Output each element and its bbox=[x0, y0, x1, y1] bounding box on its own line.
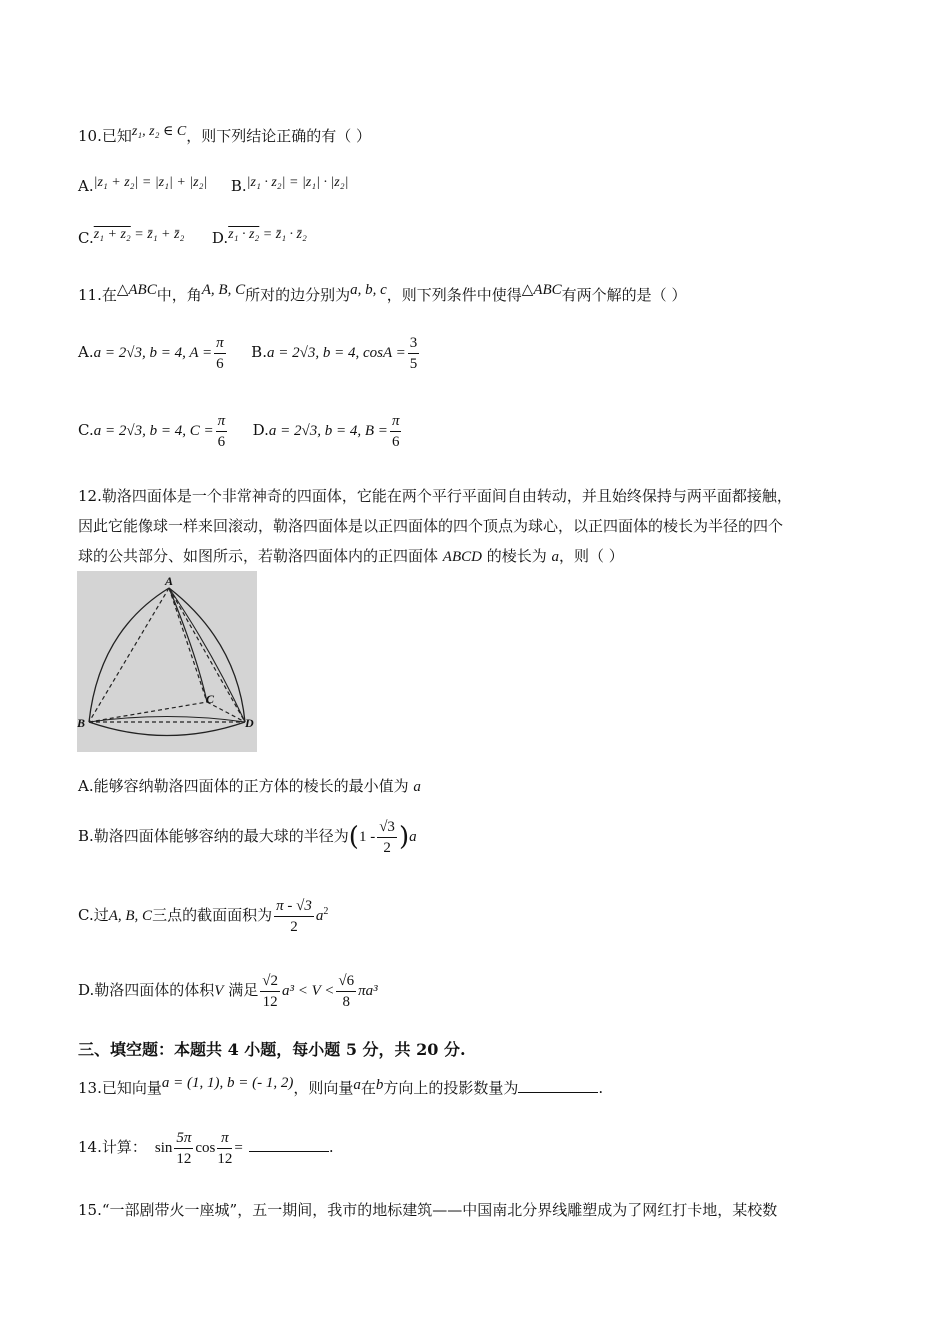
q10-b-label: B. bbox=[230, 177, 247, 195]
section3-heading: 三、填空题：本题共 4 小题，每小题 5 分，共 20 分. bbox=[78, 1040, 466, 1059]
q12-b-frac: $\frac{√3}{2}$ bbox=[379, 818, 395, 856]
q11-b-math: a = 2√3, b = 4, cosA = bbox=[266, 345, 406, 361]
q12-option-b: B.勒洛四面体能够容纳的最大球的半径为(1 - $\frac{√3}{2}$ )a bbox=[78, 818, 417, 856]
q11-d-label: D. bbox=[252, 421, 269, 439]
vertex-label-a: A bbox=[165, 574, 174, 588]
q13: 13.已知向量a = (1, 1), b = (- 1, 2)，则向量a在b方向上的投影数量为 . bbox=[78, 1075, 604, 1097]
vertex-label-b: B bbox=[77, 716, 86, 730]
q10-d-label: D. bbox=[211, 229, 229, 247]
q11-b-frac: $\frac{3}{5}$ bbox=[409, 334, 418, 372]
q14-frac2: $\frac{\pi}{12}$ bbox=[217, 1129, 233, 1167]
q11-c-math: a = 2√3, b = 4, C = bbox=[93, 423, 214, 439]
q10-a-label: A. bbox=[78, 177, 94, 195]
q10-c-label: C. bbox=[78, 229, 94, 247]
q10-options-ab bbox=[78, 176, 348, 198]
q14-frac1: $\frac{5\pi}{12}$ bbox=[176, 1129, 192, 1167]
q13-answer-blank[interactable] bbox=[518, 1078, 598, 1093]
q10-b-math: |z₁ · z₂| = |z₁| · |z₂| bbox=[246, 175, 349, 190]
q12-d-frac2: $\frac{√6}{8}$ bbox=[338, 972, 355, 1010]
q12-d-frac1: $\frac{√2}{12}$ bbox=[262, 972, 278, 1010]
q11-options-ab bbox=[78, 330, 421, 375]
q11-a-frac: $\frac{\pi}{6}$ bbox=[216, 334, 224, 372]
reuleaux-tetrahedron-figure bbox=[77, 571, 257, 752]
q11-b-label: B. bbox=[251, 343, 267, 361]
q12-option-a: A.能够容纳勒洛四面体的正方体的棱长的最小值为 a bbox=[78, 777, 421, 795]
q10-c-rhs: = z̄₁ + z̄₂ bbox=[134, 227, 185, 242]
vertex-label-c: C bbox=[206, 692, 215, 706]
q12-line1: 12.勒洛四面体是一个非常神奇的四面体，它能在两个平行平面间自由转动，并且始终保持与两平面都接触， bbox=[78, 487, 792, 505]
q12-option-c: C.过A, B, C三点的截面面积为 $\frac{\pi - √3}{2}$ $a^2$ bbox=[78, 897, 329, 935]
q11-a-label: A. bbox=[78, 343, 94, 361]
q12-line2: 因此它能像球一样来回滚动，勒洛四面体是以正四面体的四个顶点为球心，以正四面体的棱长为半径的四个 bbox=[78, 517, 784, 535]
q11-d-math: a = 2√3, b = 4, B = bbox=[268, 423, 388, 439]
q14-answer-blank[interactable] bbox=[249, 1137, 329, 1152]
vertex-label-d: D bbox=[245, 716, 254, 730]
q11-stem: 11.在△ABC中，角A, B, C所对的边分别为a, b, c，则下列条件中使得△ABC有两个解的是（ ） bbox=[78, 282, 687, 304]
q14: 14.计算： sin $\frac{5\pi}{12}$ cos $\frac{\pi}{12}$ = . bbox=[78, 1129, 334, 1167]
q11-options-cd bbox=[78, 408, 403, 453]
q15-line1: 15.“一部剧带火一座城”，五一期间，我市的地标建筑——中国南北分界线雕塑成为了网红打卡地，某校数 bbox=[78, 1201, 778, 1219]
q12-line3: 球的公共部分、如图所示，若勒洛四面体内的正四面体 ABCD 的棱长为 a，则（ ） bbox=[78, 547, 624, 565]
q11-c-label: C. bbox=[78, 421, 94, 439]
q11-d-frac: $\frac{\pi}{6}$ bbox=[391, 412, 400, 450]
q11-a-math: a = 2√3, b = 4, A = bbox=[93, 345, 213, 361]
q12-option-d: D.勒洛四面体的体积V 满足 $\frac{√2}{12}$ a³ < V < $\frac{√6}{8}$ πa³ bbox=[78, 972, 378, 1010]
q10-options-cd bbox=[78, 228, 307, 250]
q12-c-frac: $\frac{\pi - √3}{2}$ bbox=[276, 897, 312, 935]
q10-d-lhs: z₁ · z₂ bbox=[228, 227, 260, 242]
q10-stem-math: z₁, z₂ ∈ C bbox=[131, 124, 187, 139]
q11-c-frac: $\frac{\pi}{6}$ bbox=[217, 412, 226, 450]
q10-a-math: |z₁ + z₂| = |z₁| + |z₂| bbox=[93, 175, 208, 190]
q10-stem: 10.已知z₁, z₂ ∈ C，则下列结论正确的有（ ） bbox=[78, 124, 371, 145]
reuleaux-figure-svg bbox=[77, 571, 257, 752]
q10-c-lhs: z₁ + z₂ bbox=[93, 227, 131, 242]
q10-d-rhs: = z̄₁ · z̄₂ bbox=[262, 227, 307, 242]
